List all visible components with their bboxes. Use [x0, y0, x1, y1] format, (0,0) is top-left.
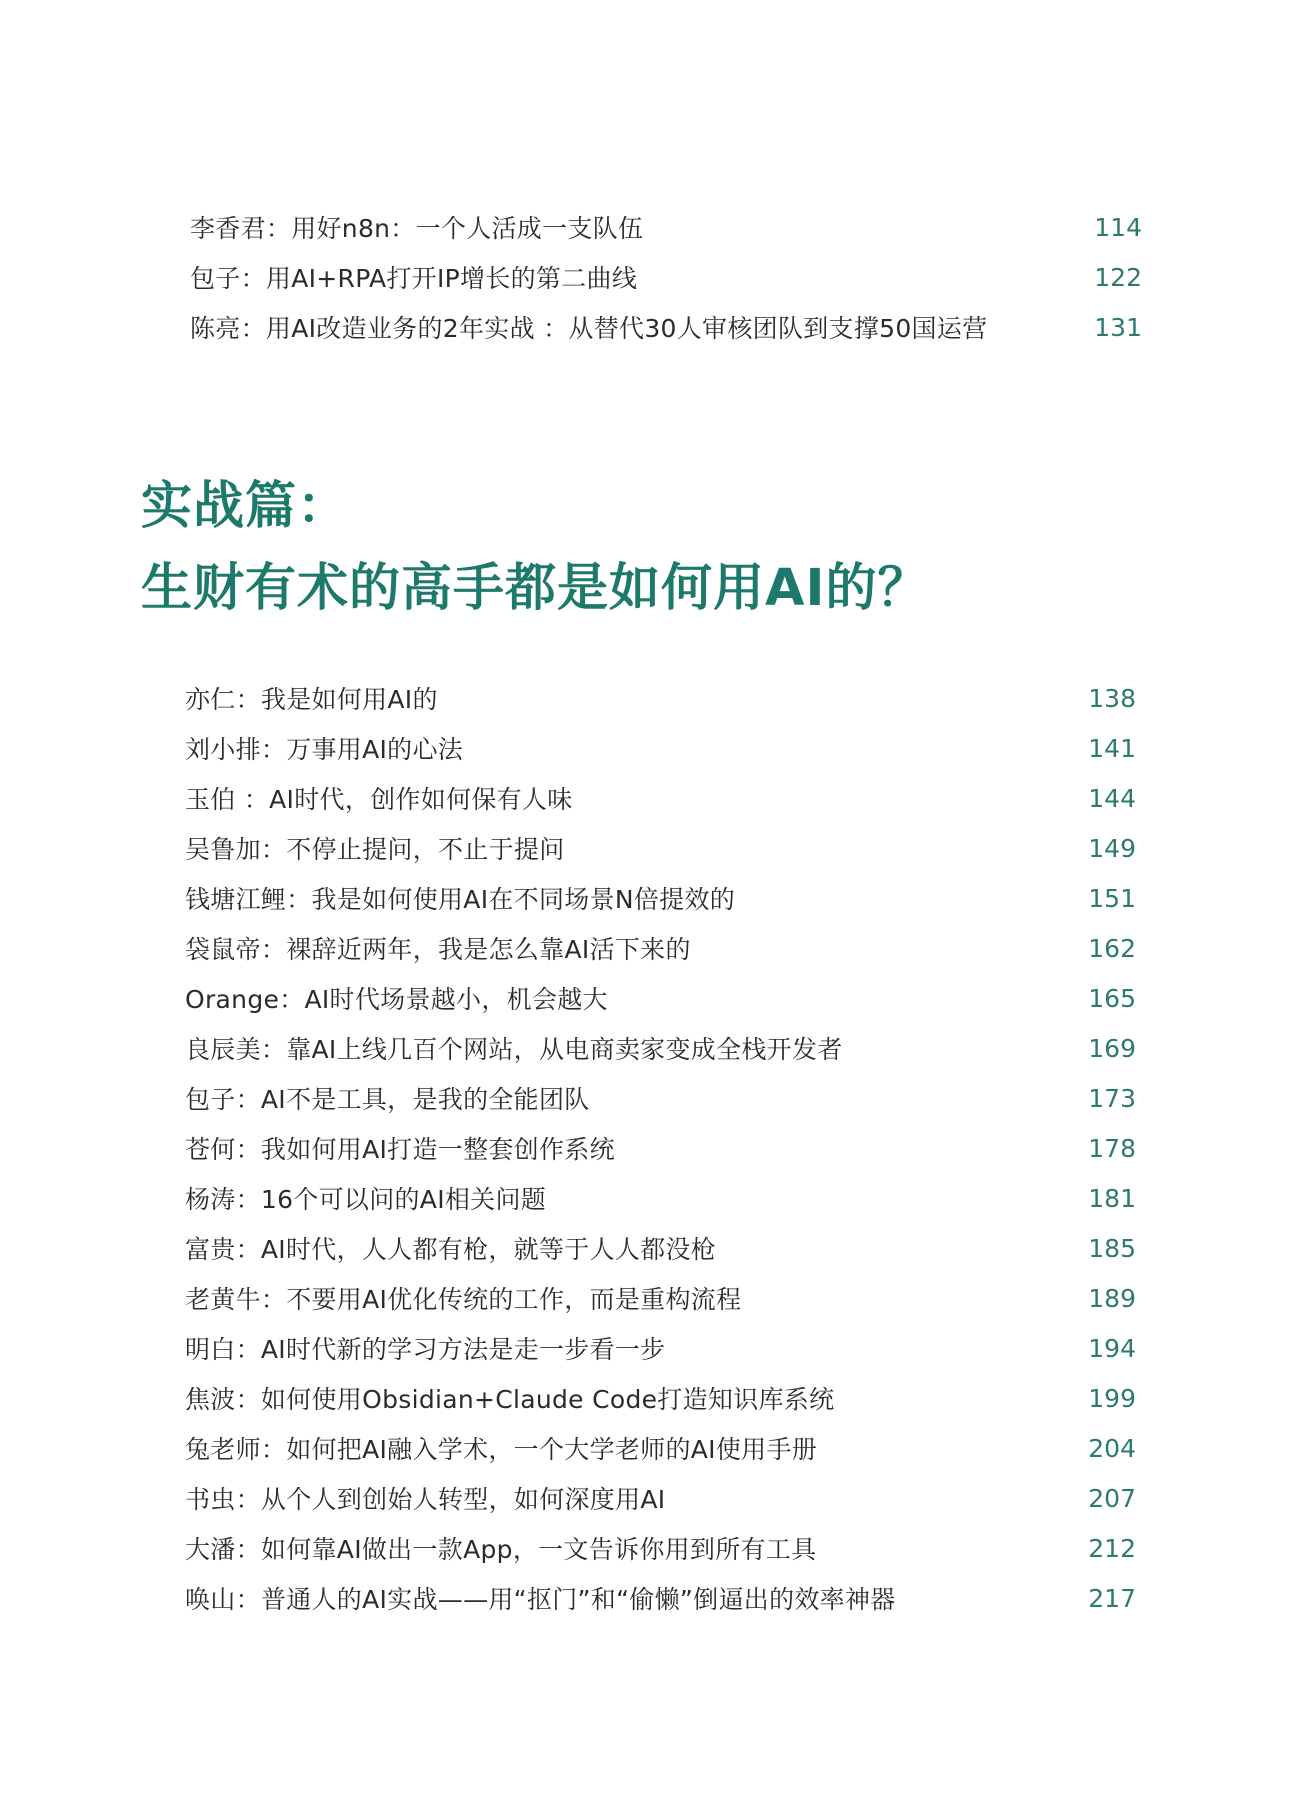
toc-entry: [185, 1473, 1136, 1523]
toc-entry-page-number: 178: [1088, 1133, 1136, 1163]
toc-entry-page-number: 141: [1088, 733, 1136, 763]
toc-entry-page-number: 181: [1088, 1183, 1136, 1213]
toc-entry: [185, 1523, 1136, 1573]
section-heading-line-1: 实战篇：: [141, 477, 350, 536]
toc-entry-title: 富贵：AI时代，人人都有枪，就等于人人都没枪: [185, 1235, 717, 1264]
toc-entry-title: 玉伯 ：AI时代，创作如何保有人味: [185, 785, 573, 814]
toc-entry: [185, 1273, 1136, 1323]
toc-entry: [185, 1223, 1136, 1273]
section-heading: [141, 466, 929, 630]
toc-entry: [185, 923, 1136, 973]
toc-entry-title: 袋鼠帝：裸辞近两年，我是怎么靠AI活下来的: [185, 935, 691, 964]
toc-entry: [185, 723, 1136, 773]
toc-entry-title: 刘小排：万事用AI的心法: [185, 735, 464, 764]
toc-entry-title: 包子：AI不是工具，是我的全能团队: [185, 1085, 590, 1114]
toc-entry-page-number: 207: [1088, 1483, 1136, 1513]
toc-entry: [185, 1123, 1136, 1173]
toc-entry-page-number: 204: [1088, 1433, 1136, 1463]
toc-entry: [185, 1173, 1136, 1223]
toc-entry: [185, 823, 1136, 873]
toc-entry-title: 苍何：我如何用AI打造一整套创作系统: [185, 1135, 615, 1164]
toc-entry-page-number: 165: [1088, 983, 1136, 1013]
toc-entry-title: 杨涛：16个可以问的AI相关问题: [185, 1185, 547, 1214]
toc-entry-page-number: 151: [1088, 883, 1136, 913]
toc-entry-title: 吴鲁加：不停止提问，不止于提问: [185, 835, 565, 864]
toc-entry-page-number: 185: [1088, 1233, 1136, 1263]
toc-entry-title: 明白：AI时代新的学习方法是走一步看一步: [185, 1335, 666, 1364]
toc-entry-title: 大潘：如何靠AI做出一款App，一文告诉你用到所有工具: [185, 1535, 817, 1564]
toc-entry-title: 书虫：从个人到创始人转型，如何深度用AI: [185, 1485, 666, 1514]
toc-entry: [190, 202, 1142, 252]
toc-entry-page-number: 131: [1094, 312, 1142, 342]
toc-list-previous-section: [190, 202, 1142, 352]
toc-entry-title: Orange：AI时代场景越小，机会越大: [185, 985, 608, 1014]
toc-entry: [185, 773, 1136, 823]
toc-entry-title: 良辰美：靠AI上线几百个网站，从电商卖家变成全栈开发者: [185, 1035, 843, 1064]
toc-entry: [185, 1573, 1136, 1623]
toc-entry: [185, 1323, 1136, 1373]
toc-entry-page-number: 144: [1088, 783, 1136, 813]
toc-entry-page-number: 162: [1088, 933, 1136, 963]
toc-entry: [185, 1073, 1136, 1123]
toc-entry-page-number: 194: [1088, 1333, 1136, 1363]
toc-entry-title: 老黄牛：不要用AI优化传统的工作，而是重构流程: [185, 1285, 742, 1314]
toc-entry-title: 亦仁：我是如何用AI的: [185, 685, 438, 714]
toc-entry-page-number: 122: [1094, 262, 1142, 292]
toc-entry: [190, 252, 1142, 302]
toc-entry-title: 包子：用AI+RPA打开IP增长的第二曲线: [190, 264, 638, 293]
toc-entry: [190, 302, 1142, 352]
toc-entry: [185, 973, 1136, 1023]
toc-entry: [185, 1373, 1136, 1423]
toc-entry-page-number: 138: [1088, 683, 1136, 713]
toc-entry-title: 兔老师：如何把AI融入学术，一个大学老师的AI使用手册: [185, 1435, 818, 1464]
toc-entry: [185, 1023, 1136, 1073]
toc-entry-page-number: 114: [1094, 212, 1142, 242]
toc-entry-title: 陈亮：用AI改造业务的2年实战 ：从替代30人审核团队到支撑50国运营: [190, 314, 988, 343]
toc-entry-page-number: 212: [1088, 1533, 1136, 1563]
toc-list-practice-section: [185, 673, 1136, 1623]
toc-entry-title: 钱塘江鲤：我是如何使用AI在不同场景N倍提效的: [185, 885, 736, 914]
toc-entry-page-number: 217: [1088, 1583, 1136, 1613]
toc-entry-title: 唤山：普通人的AI实战——用“抠门”和“偷懒”倒逼出的效率神器: [185, 1585, 896, 1614]
toc-entry: [185, 873, 1136, 923]
toc-entry-page-number: 169: [1088, 1033, 1136, 1063]
toc-entry-title: 李香君：用好n8n：一个人活成一支队伍: [190, 214, 644, 243]
toc-entry-title: 焦波：如何使用Obsidian+Claude Code打造知识库系统: [185, 1385, 835, 1414]
section-heading-line-2: 生财有术的高手都是如何用AI的？: [141, 559, 930, 618]
toc-entry: [185, 1423, 1136, 1473]
toc-entry: [185, 673, 1136, 723]
toc-entry-page-number: 199: [1088, 1383, 1136, 1413]
toc-entry-page-number: 189: [1088, 1283, 1136, 1313]
toc-entry-page-number: 149: [1088, 833, 1136, 863]
toc-entry-page-number: 173: [1088, 1083, 1136, 1113]
